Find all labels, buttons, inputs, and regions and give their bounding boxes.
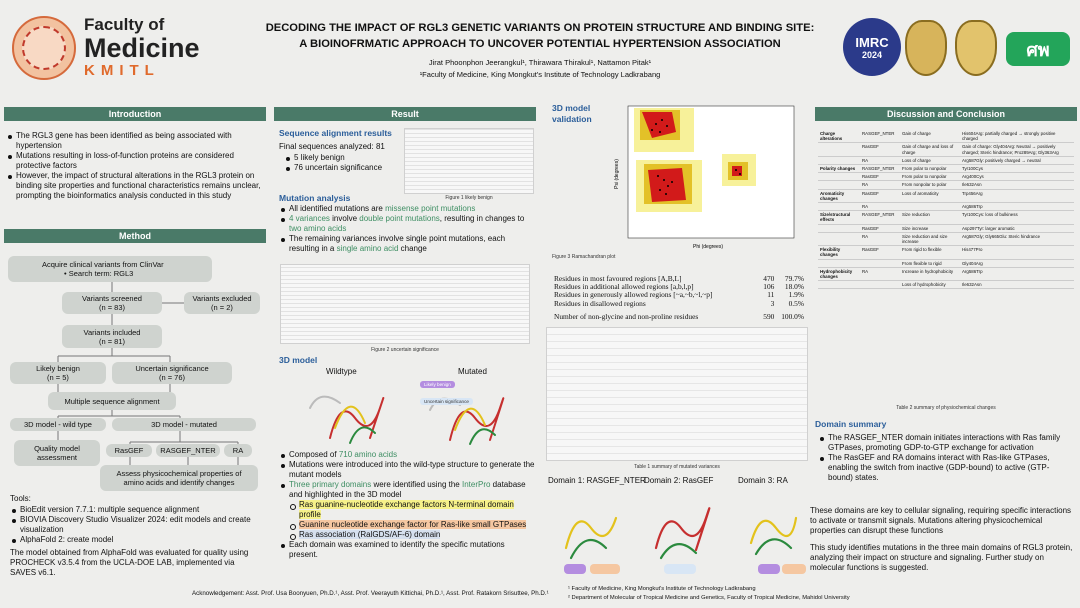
phys-cell: Gly404Arg: [960, 259, 1074, 267]
rama-ylabel: Psi (degrees): [614, 159, 620, 189]
phys-cell: Size reduction: [900, 211, 960, 224]
rama-cell: Residues in disallowed regions: [554, 298, 646, 308]
phys-cell: [818, 181, 860, 189]
wildtype-label: Wildtype: [326, 367, 357, 376]
domain3-title: Domain 3: RA: [738, 476, 788, 485]
flow-likely-benign: Likely benign (n = 5): [10, 362, 106, 384]
phys-row: [818, 203, 1074, 211]
phys-cell: RA: [860, 232, 900, 245]
phys-cell: Charge alterations: [818, 130, 860, 143]
phys-cell: [818, 224, 860, 232]
table1-caption: Table 1 summary of mutated variances: [634, 464, 720, 470]
rama-xlabel: Phi (degrees): [692, 244, 724, 250]
model-bullet: Each domain was examined to identify the specific mutations present.: [279, 540, 535, 560]
tool-item: BioEdit version 7.7.1: multiple sequence alignment: [10, 505, 268, 515]
phys-cell: [818, 259, 860, 267]
flow-rasgef: RasGEF: [106, 444, 152, 457]
phys-row: [818, 189, 1074, 202]
rama-cell: Residues in additional allowed regions [a,b,l,p]: [554, 282, 694, 292]
phys-cell: RasGEF: [860, 143, 900, 156]
rama-cell: 11: [767, 290, 775, 300]
result-heading: Result: [274, 107, 536, 121]
phys-cell: Loss of hydrophobicity: [900, 281, 960, 289]
model-bullet: Composed of 710 amino acids: [279, 450, 535, 460]
intro-bullet: Mutations resulting in loss-of-function proteins are considered protective factors: [6, 151, 268, 171]
acknowledgement: Acknowledgement: Asst. Prof. Usa Boonyuen, Ph.D.¹, Asst. Prof. Veerayuth Kittichai, Ph.D.¹, Asst. Prof. Ratakorn Srisuttee, Ph.D.¹: [192, 590, 549, 597]
summary-bullet: The RasGEF and RA domains interact with Ras-like GTPases, enabling the switch from inactive (GDP-bound) to active (GTP-bound) states.: [818, 453, 1072, 483]
rama-total-cell: 100.0%: [781, 311, 804, 321]
rama-cell: 3: [770, 298, 775, 308]
flow-uncertain: Uncertain significance (n = 76): [112, 362, 232, 384]
rama-cell: 0.5%: [788, 298, 804, 308]
right-logo-text: ศพ: [1026, 39, 1050, 60]
mutation-bullet: The remaining variances involve single point mutations, each resulting in a single amino acid change: [279, 234, 535, 254]
flow-ra: RA: [224, 444, 252, 457]
phys-cell: [818, 232, 860, 245]
phys-cell: RA: [860, 181, 900, 189]
conclusion-p1: These domains are key to cellular signaling, requiring specific interactions to activate or transmit signals. Mutations altering physicochemical properties can disrupt these functions: [810, 506, 1072, 535]
rama-cell: 79.7%: [784, 274, 804, 283]
phys-cell: RASGEF_NTER: [860, 130, 900, 143]
phys-cell: Size increase: [900, 224, 960, 232]
flow-included: Variants included (n = 81): [62, 325, 162, 348]
quality-note: The model obtained from AlphaFold was evaluated for quality using PROCHECK v3.5.4 from the UCLA-DOE LAB, implemented via SAVES v6.1.: [10, 548, 249, 577]
tool-item: AlphaFold 2: create model: [10, 535, 268, 545]
domain-3-label: Ras association (RalGDS/AF-6) domain: [299, 530, 441, 539]
alignment-image-uncertain: [280, 264, 530, 344]
phys-cell: Gain of charge: Gly404Arg: Neutral → positively charged; Steric hindrance; Pro289Arg; Gly363Arg: [960, 143, 1074, 156]
sa-bullet: 76 uncertain significance: [284, 163, 404, 173]
phys-cell: Trp456Arg: [960, 189, 1074, 202]
domain-item: [279, 500, 535, 520]
phys-cell: RA: [860, 156, 900, 164]
imrc-text: IMRC: [855, 34, 889, 50]
phys-cell: Ile632Asn: [960, 281, 1074, 289]
phys-cell: Arg587Gly: positively charged → neutral: [960, 156, 1074, 164]
discussion-heading: Discussion and Conclusion: [815, 107, 1077, 121]
phys-cell: RasGEF: [860, 189, 900, 202]
phys-cell: RA: [860, 203, 900, 211]
flow-assess: Assess physicochemical properties of amino acids and identify changes: [100, 465, 258, 491]
phys-cell: Flexibility changes: [818, 246, 860, 259]
uncertain-tag: Uncertain significance: [420, 398, 473, 405]
flow-search-term-label: Search term: RGL3: [68, 269, 134, 278]
phys-row: [818, 211, 1074, 224]
tools-label: Tools:: [10, 494, 31, 503]
domain-item: [279, 520, 535, 530]
alignment-image-likely-benign: [404, 128, 534, 194]
domain1-title: Domain 1: RASGEF_NTER: [548, 476, 646, 485]
rama-total-cell: 590: [763, 311, 775, 321]
phys-row: [818, 246, 1074, 259]
phys-cell: From flexible to rigid: [900, 259, 960, 267]
phys-cell: RasGEF: [860, 246, 900, 259]
intro-heading: Introduction: [4, 107, 266, 121]
likely-benign-tag: Likely benign: [420, 381, 455, 388]
phys-cell: Size/structural effects: [818, 211, 860, 224]
domain-item: [279, 530, 535, 540]
crest-icon-1: [905, 20, 947, 76]
logo-line3: KMITL: [84, 62, 160, 79]
3d-model-title: 3D model: [279, 355, 318, 365]
rama-cell: 18.0%: [784, 282, 804, 292]
phys-cell: Increase in hydrophobicity: [900, 267, 960, 280]
flow-screened: Variants screened (n = 83): [62, 292, 162, 314]
summary-bullet: The RASGEF_NTER domain initiates interactions with Ras family GTPases, promoting GDP-to-GTP exchange for activation: [818, 433, 1072, 453]
domain-1-label: Ras guanine-nucleotide exchange factors N-terminal domain profile: [299, 500, 514, 519]
phys-row: [818, 232, 1074, 245]
phys-row: [818, 156, 1074, 164]
domain-structures: [546, 488, 808, 578]
mutation-summary-table: [546, 327, 808, 461]
phys-cell: From polar to nonpolar: [900, 173, 960, 181]
phys-cell: From polar to nonpolar: [900, 165, 960, 173]
footer-affiliation-1: ¹ Faculty of Medicine, King Mongkut's Institute of Technology Ladkrabang: [568, 586, 756, 592]
phys-cell: Polarity changes: [818, 165, 860, 173]
phys-row: [818, 173, 1074, 181]
sequence-alignment-title: Sequence alignment results: [279, 128, 392, 138]
phys-cell: His604Arg: partially charged → strongly positive charged: [960, 130, 1074, 143]
phys-cell: [860, 281, 900, 289]
phys-cell: Arg586Trp: [960, 267, 1074, 280]
phys-cell: RasGEF: [860, 173, 900, 181]
phys-cell: [818, 203, 860, 211]
ramachandran-plot: [612, 104, 798, 250]
domain-summary-title: Domain summary: [815, 419, 887, 429]
rama-cell: 1.9%: [788, 290, 804, 300]
phys-row: [818, 267, 1074, 280]
mutation-list: [279, 204, 535, 254]
phys-cell: Arg586Trp: [960, 203, 1074, 211]
rama-total-cell: Number of non-glycine and non-proline residues: [554, 311, 699, 321]
model-bullet: Mutations were introduced into the wild-type structure to generate the mutant models: [279, 460, 535, 480]
mutation-bullet: 4 variances involve double point mutations, resulting in changes to two amino acids: [279, 214, 535, 234]
poster-title: [250, 20, 830, 52]
mutation-analysis-title: Mutation analysis: [279, 193, 351, 203]
rama-stats-table: [554, 275, 804, 321]
title-line1: DECODING THE IMPACT OF RGL3 GENETIC VARIANTS ON PROTEIN STRUCTURE AND BINDING SITE:: [265, 22, 815, 34]
figure3-caption: Figure 3 Ramachandran plot: [552, 254, 616, 260]
flow-excluded: Variants excluded (n = 2): [184, 292, 260, 314]
rama-row: [554, 300, 804, 308]
model-list: [279, 450, 535, 560]
conclusion-p2: This study identifies mutations in the three main domains of RGL3 protein, analyzing their impact on structure and signaling. Further study on molecular functions is suggested.: [810, 543, 1073, 572]
rama-total-row: [554, 308, 804, 321]
phys-row: [818, 224, 1074, 232]
flow-msa: Multiple sequence alignment: [48, 392, 176, 410]
figure1-caption: Figure 1 likely benign: [445, 195, 493, 201]
tool-item: BIOVIA Discovery Studio Visualizer 2024: edit models and create visualization: [10, 515, 268, 535]
phys-cell: Arg400Cys: [960, 173, 1074, 181]
phys-cell: [818, 281, 860, 289]
phys-row: [818, 143, 1074, 156]
validation-title: 3D model validation: [552, 103, 592, 124]
affiliation: ¹Faculty of Medicine, King Mongkut's Institute of Technology Ladkrabang: [419, 70, 661, 79]
footer-affiliation-2: ² Department of Molecular of Tropical Medicine and Genetics, Faculty of Tropical Medicine, Mahidol University: [568, 595, 850, 601]
tools-list: [10, 505, 268, 545]
phys-cell: Loss of charge: [900, 156, 960, 164]
phys-cell: Arg587Gly; Gly665Glu: Steric hindrance: [960, 232, 1074, 245]
phys-cell: Tyr100Cys: [960, 165, 1074, 173]
phys-cell: Hydrophobicity changes: [818, 267, 860, 280]
flow-acquire-label: Acquire clinical variants from ClinVar: [42, 260, 164, 269]
phys-cell: His477Pro: [960, 246, 1074, 259]
phys-cell: Loss of aromaticity: [900, 189, 960, 202]
flow-rasgef-nter: RASGEF_NTER: [156, 444, 220, 457]
method-heading: Method: [4, 229, 266, 243]
phys-cell: [818, 173, 860, 181]
phys-cell: RasGEF: [860, 224, 900, 232]
phys-row: [818, 181, 1074, 189]
phys-cell: Size reduction and size increase: [900, 232, 960, 245]
figure2-caption: Figure 2 uncertain significance: [371, 347, 439, 353]
mutated-label: Mutated: [458, 367, 487, 376]
mutation-bullet: All identified mutations are missense point mutations: [279, 204, 535, 214]
flow-acquire: [8, 256, 212, 282]
phys-cell: From rigid to flexible: [900, 246, 960, 259]
logo-line2: Medicine: [84, 33, 200, 63]
imrc-year: 2024: [861, 49, 883, 60]
table2-caption: Table 2 summary of physiochemical changes: [896, 405, 996, 411]
phys-cell: RASGEF_NTER: [860, 211, 900, 224]
right-logo: [1006, 32, 1070, 66]
intro-bullet: However, the impact of structural alterations in the RGL3 protein on binding site properties and functional characteristics remains unclear, prompting the bioinformatics analysis conducted in this study: [6, 171, 268, 201]
rama-cell: Residues in most favoured regions [A,B,L]: [554, 274, 682, 283]
protein-structures: [300, 378, 532, 448]
phys-row: [818, 130, 1074, 143]
rama-cell: Residues in generously allowed regions [~a,~b,~l,~p]: [554, 290, 713, 300]
phys-cell: Ile632Asn: [960, 181, 1074, 189]
domain-summary-list: [818, 433, 1072, 483]
rama-cell: 470: [763, 274, 775, 283]
logo-line1: Faculty of: [84, 15, 165, 34]
flow-search-term: • Search term: RGL3: [64, 269, 134, 278]
imrc-logo: [843, 18, 901, 76]
flow-mutated: 3D model - mutated: [112, 418, 256, 431]
phys-cell: [900, 203, 960, 211]
domain2-title: Domain 2: RasGEF: [644, 476, 714, 485]
phys-cell: [818, 143, 860, 156]
rama-cell: 106: [763, 282, 775, 292]
phys-row: [818, 165, 1074, 173]
domain-2-label: Guanine nucleotide exchange factor for Ras-like small GTPases: [299, 520, 527, 529]
phys-cell: Asp297Tyr: larger aromatic: [960, 224, 1074, 232]
title-line2: A BIOINOFRMATIC APPROACH TO UNCOVER POTENTIAL HYPERTENSION ASSOCIATION: [299, 38, 781, 50]
sa-final: Final sequences analyzed: 81: [279, 142, 385, 151]
phys-row: [818, 281, 1074, 289]
sa-list: [284, 153, 404, 173]
phys-cell: [860, 259, 900, 267]
phys-row: [818, 259, 1074, 267]
phys-cell: Aromaticity changes: [818, 189, 860, 202]
phys-cell: [818, 156, 860, 164]
intro-bullet: The RGL3 gene has been identified as being associated with hypertension: [6, 131, 268, 151]
phys-cell: From nonpolar to polar: [900, 181, 960, 189]
model-bullet: Three primary domains were identified using the InterPro database and highlighted in the 3D model: [279, 480, 535, 500]
authors: Jirat Phoonphon Jeerangkul¹, Thirawara Thirakul¹, Nattamon Pitak¹: [428, 58, 652, 67]
phys-cell: RA: [860, 267, 900, 280]
phys-cell: RASGEF_NTER: [860, 165, 900, 173]
phys-cell: Gain of charge and loss of charge: [900, 143, 960, 156]
phys-cell: Gain of charge: [900, 130, 960, 143]
flow-wildtype: 3D model - wild type: [10, 418, 106, 431]
crest-icon-2: [955, 20, 997, 76]
flow-quality: Quality model assessment: [14, 440, 100, 466]
physicochemical-table: [818, 130, 1074, 289]
sa-bullet: 5 likely benign: [284, 153, 404, 163]
phys-cell: Tyr100Cys: loss of bulkiness: [960, 211, 1074, 224]
